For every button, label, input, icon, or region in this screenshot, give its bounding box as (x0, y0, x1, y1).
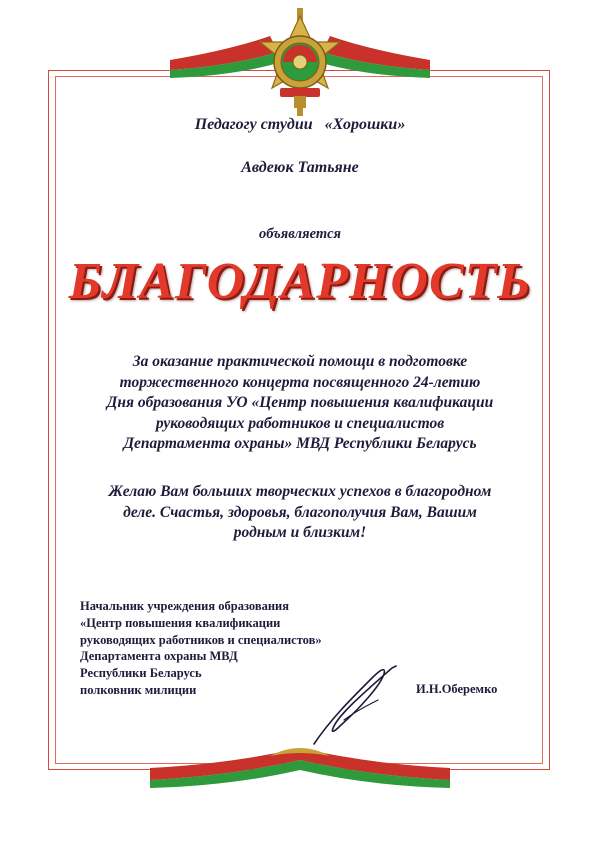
signatory-line: Департамента охраны МВД (80, 649, 238, 664)
reason-line: руководящих работников и специалистов (155, 414, 445, 432)
wish-paragraph (0, 482, 600, 544)
addressee-studio: «Хорошки» (324, 116, 406, 133)
reason-line: торжественного концерта посвященного 24-летию (119, 373, 481, 391)
signatory-line: Республики Беларусь (80, 666, 202, 681)
addressee-name: Авдеюк Татьяне (241, 159, 359, 176)
reason-line: Департамента охраны» МВД Республики Беларусь (123, 435, 477, 452)
signatory-line: руководящих работников и специалистов» (80, 632, 322, 647)
certificate-heading: БЛАГОДАРНОСТЬ (68, 253, 532, 310)
announce-text: объявляется (258, 226, 342, 242)
addressee-position: Педагогу студии (194, 116, 313, 133)
addressee-line-1 (0, 116, 600, 134)
reason-line: За оказание практической помощи в подготовке (132, 353, 468, 370)
signatory-line: полковник милиции (80, 682, 197, 697)
emblem-icon (170, 6, 430, 124)
signatory-line: «Центр повышения квалификации (80, 615, 281, 630)
signer-name: И.Н.Оберемко (416, 682, 498, 696)
signatory-block (80, 598, 322, 699)
signatory-line: Начальник учреждения образования (80, 599, 290, 613)
wish-line: деле. Счастья, здоровья, благополучия Вам, Вашим (123, 503, 477, 521)
reason-line: Дня образования УО «Центр повышения квалификации (106, 394, 494, 411)
wish-line: родным и близким! (233, 524, 367, 541)
reason-paragraph (0, 352, 600, 455)
flag-ribbon-icon (150, 730, 450, 800)
wish-line: Желаю Вам больших творческих успехов в благородном (108, 483, 492, 500)
